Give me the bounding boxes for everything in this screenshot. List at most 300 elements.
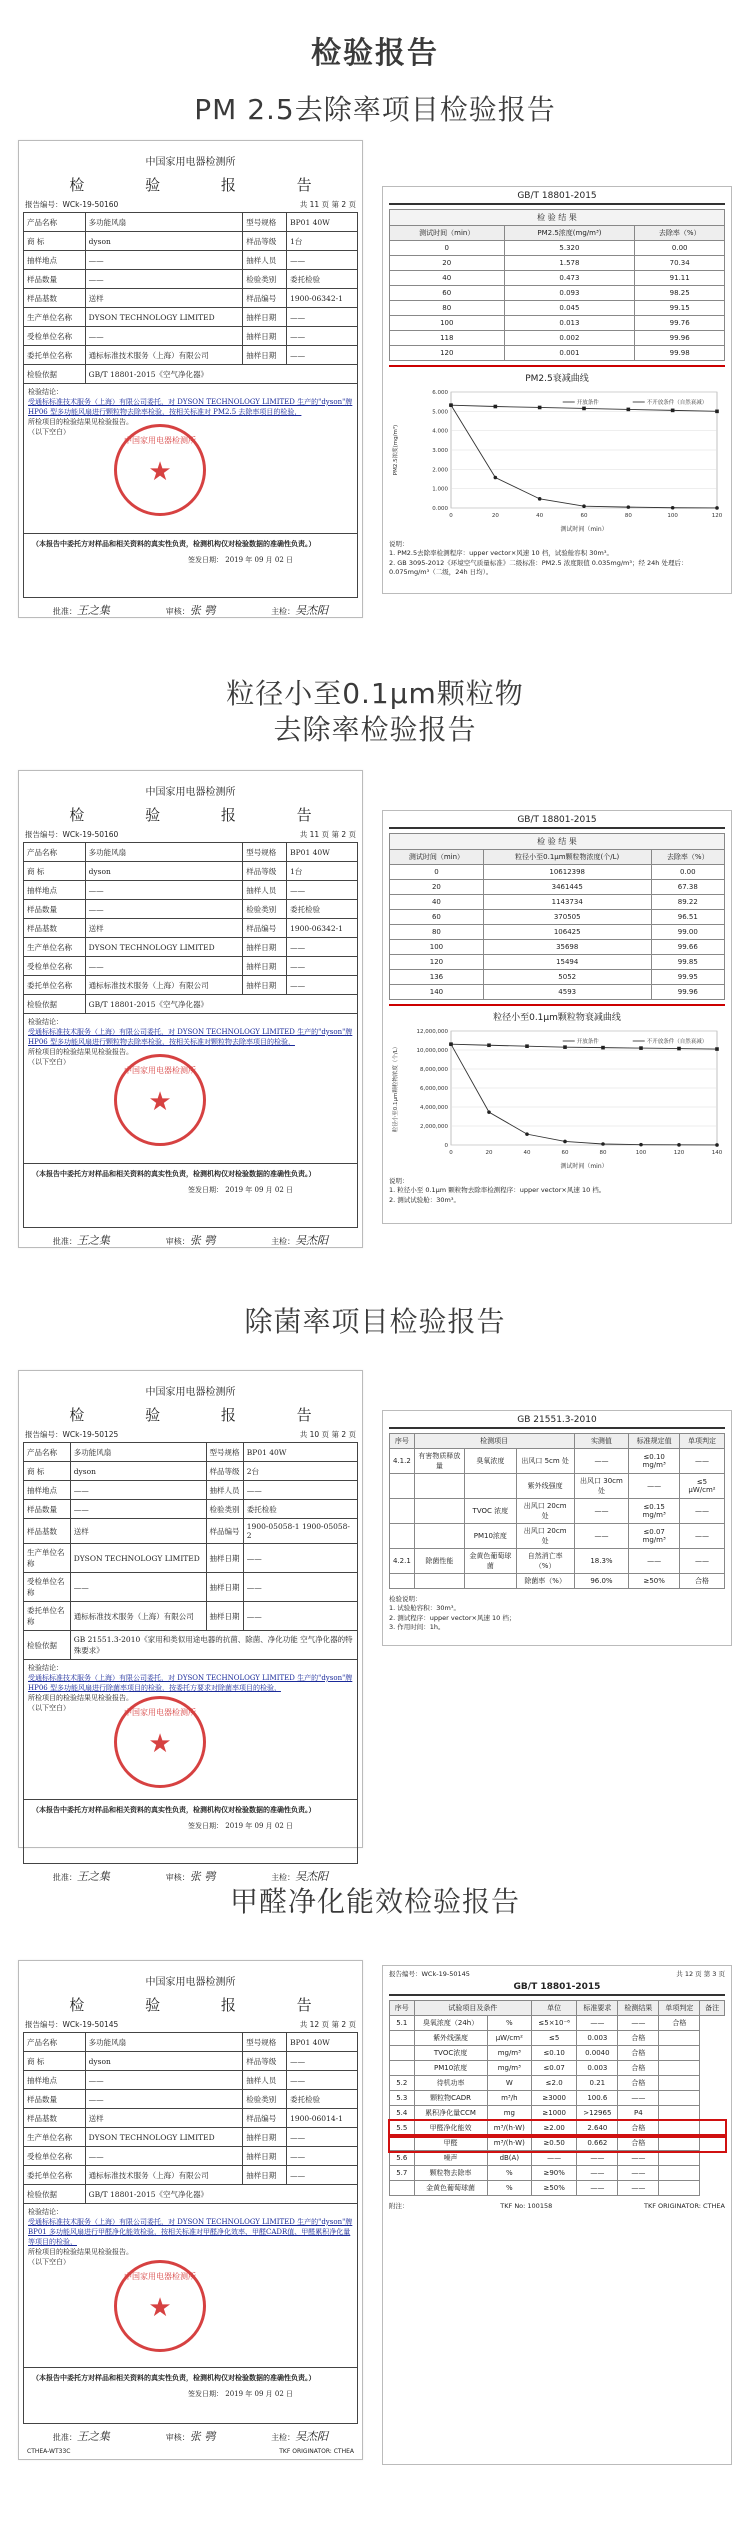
- formaldehyde-cell: m³/(h·W): [487, 2121, 532, 2136]
- table-row: [390, 346, 725, 361]
- note-line: TKF No: 100158: [500, 2202, 553, 2210]
- report-doc-1: 中国家用电器检测所 检 验 报 告 报告编号：WCk-19-50160 共 11 页 第 2 页 产品名称 多功能风扇 型号规格 BP01 40W 商 标 dyson 样品等级 1台 抽样地点 —— 抽样人员 —— 样品数量 —— 检验类别 委托检验 样品基数 送样 样品编号 1900-06342-1 生产单位名称 DYSON TECHNOLOGY LIMITED 抽样日期 —— 受检单位名称 —— 抽样日期 —— 委托单位名称 通标标准技术服务（上海）有限公司 抽样日期 —— 检验依据 GB/T 18801-2015《空气净化器》 检验结论： 受通标标准技术服务（上海）有限公司委托，对 DYSON TECHNOLOGY LIMITED 生产的"dyson"牌 HP06 型多功能风扇进行颗粒物去除率检验，按相关标准对 PM2.5 去除率项目的检验， 所检项目的检验结果见检验报告。 （以下空白） 中国家用电器检测所 ★ （本报告中委托方对样品和相关资料的真实性负责，检测机构仅对检验数据的准确性负责。） 签发日期： 2019 年 09 月 02 日 批准：王之集 审核：张 鹗 主检：吴杰阳: [18, 140, 363, 618]
- formaldehyde-cell: ≤0.07: [532, 2061, 577, 2076]
- pm25-cell: 98.25: [635, 286, 725, 301]
- bacteria-cell: 除菌性能: [414, 1549, 464, 1574]
- data-point: [487, 1043, 491, 1047]
- bacteria-cell: ——: [629, 1474, 680, 1499]
- bacteria-cell: ——: [679, 1549, 724, 1574]
- data-point: [449, 403, 453, 407]
- bacteria-cell: 紫外线强度: [516, 1474, 574, 1499]
- formaldehyde-cell: mg/m³: [487, 2061, 532, 2076]
- bacteria-cell: [414, 1574, 464, 1589]
- bacteria-cell: 出风口 20cm 处: [516, 1524, 574, 1549]
- formaldehyde-cell: W: [487, 2076, 532, 2091]
- formaldehyde-cell: ——: [618, 2151, 659, 2166]
- institute-name: 中国家用电器检测所: [145, 157, 236, 168]
- data-point: [525, 1044, 529, 1048]
- x-tick-label: 60: [580, 513, 588, 519]
- formaldehyde-cell: 甲醛净化能效: [414, 2121, 487, 2136]
- y-tick-label: 5.000: [432, 409, 448, 416]
- x-tick-label: 80: [599, 1150, 607, 1156]
- legend-label: 开放条件: [576, 1039, 599, 1045]
- data-point: [494, 476, 498, 480]
- note-line: 2. 测试试验舱：30m³。: [389, 1195, 460, 1204]
- formaldehyde-cell: 5.5: [390, 2121, 415, 2136]
- particle-cell: 99.00: [651, 925, 724, 940]
- formaldehyde-cell: [659, 2166, 700, 2181]
- formaldehyde-cell: 合格: [659, 2016, 700, 2031]
- y-tick-label: 4,000,000: [420, 1105, 448, 1111]
- particle-cell: 140: [390, 985, 484, 1000]
- report-doc-4: 中国家用电器检测所 检 验 报 告 报告编号：WCk-19-50145 共 12 页 第 2 页 产品名称 多功能风扇 型号规格 BP01 40W 商 标 dyson 样品等级 —— 抽样地点 —— 抽样人员 —— 样品数量 —— 检验类别 委托检验 样品基数 送样 样品编号 1900-06014-1 生产单位名称 DYSON TECHNOLOGY LIMITED 抽样日期 —— 受检单位名称 —— 抽样日期 —— 委托单位名称 通标标准技术服务（上海）有限公司 抽样日期 —— 检验依据 GB/T 18801-2015《空气净化器》 检验结论： 受通标标准技术服务（上海）有限公司委托，对 DYSON TECHNOLOGY LIMITED 生产的"dyson"牌 BP01 多功能风扇进行甲醛净化能效检验，按相关标准对甲醛净化效率、甲醛CADR值、甲醛累积净化量等项目的检验， 所检项目的检验结果见检验报告。 （以下空白） 中国家用电器检测所 ★ （本报告中委托方对样品和相关资料的真实性负责，检测机构仅对检验数据的准确性负责。） 签发日期： 2019 年 09 月 02 日 批准：王之集 审核：张 鹗 主检：吴杰阳 CTHEA-WT33C TKF ORIGINATOR: CTHEA: [18, 1960, 363, 2460]
- legend-label: 不开放条件（自然衰减）: [646, 400, 708, 406]
- bacteria-cell: 合格: [679, 1574, 724, 1589]
- formaldehyde-cell: mg: [487, 2106, 532, 2121]
- pm25-cell: 99.76: [635, 316, 725, 331]
- report-info-table: 产品名称 多功能风扇 型号规格 BP01 40W 商 标 dyson 样品等级 1台 抽样地点 —— 抽样人员 —— 样品数量 —— 检验类别 委托检验 样品基数 送样 样品编号 1900-06342-1 生产单位名称 DYSON TECHNOLOGY LIMITED 抽样日期 —— 受检单位名称 —— 抽样日期 —— 委托单位名称 通标标准技术服务（上海）有限公司 抽样日期 —— 检验依据 GB/T 18801-2015《空气净化器》: [23, 212, 358, 384]
- x-tick-label: 20: [485, 1150, 493, 1156]
- table-row: [390, 2091, 725, 2106]
- y-tick-label: 1.000: [432, 486, 448, 493]
- bacteria-cell: 4.2.1: [390, 1549, 415, 1574]
- formaldehyde-cell: [390, 2181, 415, 2196]
- note-line: 检验说明：: [389, 1595, 422, 1603]
- pm25-cell: 120: [390, 346, 505, 361]
- pm25-cell: 40: [390, 271, 505, 286]
- data-point: [627, 408, 631, 412]
- formaldehyde-cell: ——: [577, 2151, 618, 2166]
- formaldehyde-cell: ——: [618, 2091, 659, 2106]
- formaldehyde-cell: %: [487, 2166, 532, 2181]
- bacteria-cell: ——: [574, 1449, 629, 1474]
- note-line: TKF ORIGINATOR: CTHEA: [644, 2202, 725, 2210]
- data-point: [715, 1143, 719, 1147]
- formaldehyde-cell: ——: [577, 2016, 618, 2031]
- formaldehyde-cell: ≤2.0: [532, 2076, 577, 2091]
- bacteria-cell: ——: [679, 1499, 724, 1524]
- data-point: [677, 1143, 681, 1147]
- bacteria-cell: 除菌率（%）: [516, 1574, 574, 1589]
- x-tick-label: 40: [536, 513, 544, 519]
- panel-2-notes: [383, 1175, 731, 1207]
- section-4-title: 甲醛净化能效检验报告: [229, 1885, 520, 1918]
- data-point: [563, 1140, 567, 1144]
- chart-1-title: PM2.5衰减曲线: [525, 374, 589, 384]
- series-line: [451, 405, 717, 508]
- y-tick-label: 0: [444, 1143, 448, 1149]
- formaldehyde-cell: 甲醛: [414, 2136, 487, 2151]
- formaldehyde-cell: ≥2.00: [532, 2121, 577, 2136]
- table-row: [390, 2106, 725, 2121]
- particle-cell: 0.00: [651, 865, 724, 880]
- formaldehyde-cell: 噪声: [414, 2151, 487, 2166]
- particle-cell: 96.51: [651, 910, 724, 925]
- data-point: [563, 1045, 567, 1049]
- main-title: 检验报告: [311, 36, 439, 71]
- x-tick-label: 0: [449, 513, 453, 519]
- formaldehyde-cell: [390, 2046, 415, 2061]
- y-tick-label: 4.000: [432, 428, 448, 435]
- particle-cell: 80: [390, 925, 484, 940]
- formaldehyde-cell: [659, 2091, 700, 2106]
- formaldehyde-cell: [659, 2061, 700, 2076]
- formaldehyde-cell: 合格: [618, 2031, 659, 2046]
- particle-cell: 40: [390, 895, 484, 910]
- panel-4-footer: [383, 2200, 731, 2213]
- data-point: [715, 506, 719, 510]
- table-row: [390, 256, 725, 271]
- formaldehyde-cell: TVOC浓度: [414, 2046, 487, 2061]
- x-tick-label: 60: [561, 1150, 569, 1156]
- pm25-cell: 100: [390, 316, 505, 331]
- data-point: [494, 405, 498, 409]
- formaldehyde-cell: >12965: [577, 2106, 618, 2121]
- disclaimer: （本报告中委托方对样品和相关资料的真实性负责，检测机构仅对检验数据的准确性负责。）: [32, 539, 316, 548]
- data-point: [601, 1046, 605, 1050]
- formaldehyde-cell: m³/(h·W): [487, 2136, 532, 2151]
- section-3-title: 除菌率项目检验报告: [244, 1305, 506, 1338]
- table-row: [390, 1524, 725, 1549]
- formaldehyde-cell: 5.6: [390, 2151, 415, 2166]
- note-line: 说明：: [389, 1177, 409, 1185]
- data-point: [449, 1042, 453, 1046]
- y-tick-label: 12,000,000: [416, 1029, 448, 1035]
- table-row: [390, 1549, 725, 1574]
- x-tick-label: 80: [624, 513, 632, 519]
- official-seal: 中国家用电器检测所 ★: [114, 424, 206, 516]
- formaldehyde-cell: %: [487, 2181, 532, 2196]
- note-line: 2. GB 3095-2012《环境空气质量标准》二级标准：PM2.5 浓度限值 0.035mg/m³；经 24h 处理后：0.075mg/m³（二级，24h 日均）。: [389, 558, 688, 577]
- bacteria-cell: [390, 1474, 415, 1499]
- table-row: [390, 880, 725, 895]
- particle-decay-chart: [389, 1023, 727, 1171]
- bacteria-cell: 自然消亡率（%）: [516, 1549, 574, 1574]
- bacteria-cell: ≥50%: [629, 1574, 680, 1589]
- formaldehyde-cell: P4: [618, 2106, 659, 2121]
- bacteria-cell: 金黄色葡萄球菌: [464, 1549, 516, 1574]
- report-info-table: 产品名称 多功能风扇 型号规格 BP01 40W 商 标 dyson 样品等级 —— 抽样地点 —— 抽样人员 —— 样品数量 —— 检验类别 委托检验 样品基数 送样 样品编号 1900-06014-1 生产单位名称 DYSON TECHNOLOGY LIMITED 抽样日期 —— 受检单位名称 —— 抽样日期 —— 委托单位名称 通标标准技术服务（上海）有限公司 抽样日期 —— 检验依据 GB/T 18801-2015《空气净化器》: [23, 2032, 358, 2204]
- formaldehyde-cell: 待机功率: [414, 2076, 487, 2091]
- x-tick-label: 120: [711, 513, 723, 519]
- formaldehyde-cell: 5.3: [390, 2091, 415, 2106]
- pm25-cell: 80: [390, 301, 505, 316]
- formaldehyde-cell: [659, 2106, 700, 2121]
- pm25-cell: 99.15: [635, 301, 725, 316]
- formaldehyde-cell: 紫外线强度: [414, 2031, 487, 2046]
- table-row: [390, 1574, 725, 1589]
- particle-cell: 5052: [483, 970, 651, 985]
- particle-cell: 67.38: [651, 880, 724, 895]
- report-info-table: 产品名称 多功能风扇 型号规格 BP01 40W 商 标 dyson 样品等级 2台 抽样地点 —— 抽样人员 —— 样品数量 —— 检验类别 委托检验 样品基数 送样 样品编号 1900-05058-1 1900-05058-2 生产单位名称 DYSON TECHNOLOGY LIMITED 抽样日期 —— 受检单位名称 —— 抽样日期 —— 委托单位名称 通标标准技术服务（上海）有限公司 抽样日期 —— 检验依据 GB 21551.3-2010《家用和类似用途电器的抗菌、除菌、净化功能 空气净化器的特殊要求》: [23, 1442, 358, 1660]
- y-tick-label: 6.000: [432, 390, 448, 396]
- note-line: 1. 试验舱容积：30m³。: [389, 1604, 460, 1613]
- particle-cell: 20: [390, 880, 484, 895]
- report-info-table: 产品名称 多功能风扇 型号规格 BP01 40W 商 标 dyson 样品等级 1台 抽样地点 —— 抽样人员 —— 样品数量 —— 检验类别 委托检验 样品基数 送样 样品编号 1900-06342-1 生产单位名称 DYSON TECHNOLOGY LIMITED 抽样日期 —— 受检单位名称 —— 抽样日期 —— 委托单位名称 通标标准技术服务（上海）有限公司 抽样日期 —— 检验依据 GB/T 18801-2015《空气净化器》: [23, 842, 358, 1014]
- formaldehyde-cell: ——: [577, 2166, 618, 2181]
- data-point: [525, 1132, 529, 1136]
- formaldehyde-cell: PM10浓度: [414, 2061, 487, 2076]
- table-row: [390, 301, 725, 316]
- data-point: [538, 497, 542, 501]
- formaldehyde-cell: m³/h: [487, 2091, 532, 2106]
- particle-cell: 89.22: [651, 895, 724, 910]
- table-row: [390, 895, 725, 910]
- formaldehyde-cell: 合格: [618, 2046, 659, 2061]
- pm25-cell: 91.11: [635, 271, 725, 286]
- particle-cell: 15494: [483, 955, 651, 970]
- bacteria-cell: PM10浓度: [464, 1524, 516, 1549]
- bacteria-cell: [414, 1474, 464, 1499]
- particle-cell: 10612398: [483, 865, 651, 880]
- note-line: 说明：: [389, 540, 409, 548]
- formaldehyde-cell: 累积净化量CCM: [414, 2106, 487, 2121]
- bacteria-cell: [464, 1574, 516, 1589]
- bacteria-cell: 18.3%: [574, 1549, 629, 1574]
- table-row: [390, 2151, 725, 2166]
- y-tick-label: 2.000: [432, 467, 448, 474]
- legend-label: 不开放条件（自然衰减）: [646, 1039, 708, 1045]
- particle-cell: 4593: [483, 985, 651, 1000]
- table-row: [390, 940, 725, 955]
- table-row: [390, 2181, 725, 2196]
- bacteria-cell: [414, 1524, 464, 1549]
- particle-results-table: 检 验 结 果 测试时间（min） 粒径小至0.1μm颗粒物浓度(个/L) 去除率（%） 0 10612398 0.00 20 3461445 67.38 40 1143734 89.22 60 370505 96.51 80 106425 99.00 100 35698 99.66 120 15494 99.85 136 5052 99.95 140 4593 99.96: [389, 833, 725, 1000]
- pm25-cell: 0.002: [504, 331, 635, 346]
- pm25-cell: 20: [390, 256, 505, 271]
- formaldehyde-cell: [659, 2136, 700, 2151]
- x-tick-label: 40: [523, 1150, 531, 1156]
- data-point: [715, 410, 719, 414]
- particle-cell: 136: [390, 970, 484, 985]
- particle-cell: 60: [390, 910, 484, 925]
- y-tick-label: 10,000,000: [416, 1048, 448, 1054]
- table-row: [390, 970, 725, 985]
- table-row: [390, 331, 725, 346]
- official-seal: 中国家用电器检测所 ★: [114, 2260, 206, 2352]
- y-tick-label: 2,000,000: [420, 1124, 448, 1130]
- x-tick-label: 20: [491, 513, 499, 519]
- pm25-cell: 0.093: [504, 286, 635, 301]
- bacteria-cell: ——: [679, 1524, 724, 1549]
- formaldehyde-cell: 0.003: [577, 2061, 618, 2076]
- bacteria-cell: 出风口 5cm 处: [516, 1449, 574, 1474]
- official-seal: 中国家用电器检测所 ★: [114, 1696, 206, 1788]
- note-line: 附注：: [389, 2202, 409, 2210]
- formaldehyde-cell: 臭氧浓度（24h）: [414, 2016, 487, 2031]
- particle-cell: 1143734: [483, 895, 651, 910]
- bacteria-cell: ≤0.15 mg/m³: [629, 1499, 680, 1524]
- bacteria-cell: 96.0%: [574, 1574, 629, 1589]
- formaldehyde-cell: [659, 2076, 700, 2091]
- table-row: [390, 955, 725, 970]
- legend-label: 开放条件: [576, 400, 599, 406]
- table-row: [390, 985, 725, 1000]
- particle-cell: 99.95: [651, 970, 724, 985]
- table-row: [390, 2136, 725, 2151]
- bacteria-cell: ——: [629, 1549, 680, 1574]
- note-line: 2. 测试程序：upper vector×风速 10 档；: [389, 1613, 516, 1622]
- formaldehyde-cell: [659, 2031, 700, 2046]
- table-row: [390, 241, 725, 256]
- formaldehyde-cell: 100.6: [577, 2091, 618, 2106]
- formaldehyde-cell: ≤5: [532, 2031, 577, 2046]
- formaldehyde-cell: 0.0040: [577, 2046, 618, 2061]
- formaldehyde-cell: 5.1: [390, 2016, 415, 2031]
- table-row: [390, 1474, 725, 1499]
- table-row: [390, 925, 725, 940]
- data-point: [677, 1047, 681, 1051]
- x-tick-label: 120: [673, 1150, 685, 1156]
- pm25-decay-chart: [389, 384, 727, 534]
- formaldehyde-cell: [390, 2031, 415, 2046]
- particle-cell: 106425: [483, 925, 651, 940]
- bacteria-cell: 出风口 20cm 处: [516, 1499, 574, 1524]
- bacteria-cell: [390, 1499, 415, 1524]
- result-panel-4: 报告编号：WCk-19-50145 共 12 页 第 3 页 GB/T 18801-2015 序号 试验项目及条件 单位 标准要求 检测结果 单项判定 备注 5.1 臭氧浓度（24h） % ≤5×10⁻⁶ —— —— 合格 紫外线强度 μW/cm² ≤5 0.003 合格 TVOC浓度 mg/m³ ≤0.10 0.0040 合格 PM10浓度 mg/m³ ≤0.07 0.003 合格 5.2 待机功率 W ≤2.0 0.21 合格 5.3 颗粒物CADR m³/h ≥3000 100.6 —— 5.4 累积净化量CCM mg ≥1000 >12965 P4 5.5 甲醛净化能效 m³/(h·W) ≥2.00 2.640 合格 甲醛 m³/(h·W) ≥0.50 0.662 合格 5.6 噪声 dB(A) —— —— —— 5.7 颗粒物去除率 % ≥90% —— —— 金黄色葡萄球菌 % ≥50% —— —— 附注： TKF No: 100158 TKF ORIGINATOR: CTHEA: [382, 1965, 732, 2465]
- formaldehyde-results-table: 序号 试验项目及条件 单位 标准要求 检测结果 单项判定 备注 5.1 臭氧浓度（24h） % ≤5×10⁻⁶ —— —— 合格 紫外线强度 μW/cm² ≤5 0.003 合格 TVOC浓度 mg/m³ ≤0.10 0.0040 合格 PM10浓度 mg/m³ ≤0.07 0.003 合格 5.2 待机功率 W ≤2.0 0.21 合格 5.3 颗粒物CADR m³/h ≥3000 100.6 —— 5.4 累积净化量CCM mg ≥1000 >12965 P4 5.5 甲醛净化能效 m³/(h·W) ≥2.00 2.640 合格 甲醛 m³/(h·W) ≥0.50 0.662 合格 5.6 噪声 dB(A) —— —— —— 5.7 颗粒物去除率 % ≥90% —— —— 金黄色葡萄球菌 % ≥50% —— ——: [389, 2000, 725, 2196]
- y-tick-label: 6,000,000: [420, 1086, 448, 1092]
- data-point: [601, 1142, 605, 1146]
- pm25-cell: 1.578: [504, 256, 635, 271]
- table-row: [390, 271, 725, 286]
- formaldehyde-cell: 合格: [618, 2076, 659, 2091]
- section-2-title-line1: 粒径小至0.1μm颗粒物: [226, 677, 524, 710]
- table-row: [390, 1499, 725, 1524]
- result-panel-2: GB/T 18801-2015 检 验 结 果 测试时间（min） 粒径小至0.1μm颗粒物浓度(个/L) 去除率（%） 0 10612398 0.00 20 3461445 67.38 40 1143734 89.22 60 370505 96.51 80 106425 99.00 100 35698 99.66 120 15494 99.85 136 5052 99.95 140 4593 99.96 粒径小至0.1μm颗粒物衰减曲线 0 2,000,000 4,000,000 6,000,000 8,000,000 10,000,000 12,000,000 0 20 40 60 80 100 120 140 测试时间（min） 粒径小至0.1μm颗粒物浓度（个/L） 开放条件 不开放条件（自然衰减） 说明： 1. 粒径小至 0.1μm 颗粒物去除率检测程序：upper vector×风速 10 档。 2. 测试试验舱：30m³。: [382, 810, 732, 1224]
- formaldehyde-cell: 金黄色葡萄球菌: [414, 2181, 487, 2196]
- formaldehyde-cell: 颗粒物去除率: [414, 2166, 487, 2181]
- formaldehyde-cell: 5.2: [390, 2076, 415, 2091]
- pm25-cell: 99.96: [635, 331, 725, 346]
- series-line: [451, 1044, 717, 1145]
- formaldehyde-cell: 颗粒物CADR: [414, 2091, 487, 2106]
- data-point: [671, 506, 675, 510]
- formaldehyde-cell: [659, 2046, 700, 2061]
- report-number: 报告编号：WCk-19-50160: [25, 200, 119, 209]
- formaldehyde-cell: 0.003: [577, 2031, 618, 2046]
- formaldehyde-cell: ≥1000: [532, 2106, 577, 2121]
- x-axis-label: 测试时间（min）: [560, 526, 608, 533]
- table-row: [390, 2076, 725, 2091]
- report-title: 检 验 报 告: [69, 176, 340, 194]
- formaldehyde-cell: ——: [532, 2151, 577, 2166]
- section-2-title-line2: 去除率检验报告: [273, 713, 477, 746]
- pm25-cell: 5.320: [504, 241, 635, 256]
- bacteria-cell: 出风口 30cm 处: [574, 1474, 629, 1499]
- bacteria-cell: [414, 1499, 464, 1524]
- table-row: [390, 316, 725, 331]
- formaldehyde-cell: 合格: [618, 2136, 659, 2151]
- pm25-cell: 0.473: [504, 271, 635, 286]
- formaldehyde-cell: 5.7: [390, 2166, 415, 2181]
- y-tick-label: 3.000: [432, 448, 448, 454]
- doc-4-footer: CTHEA-WT33C TKF ORIGINATOR: CTHEA: [27, 2448, 354, 2455]
- particle-cell: 99.96: [651, 985, 724, 1000]
- formaldehyde-cell: [659, 2151, 700, 2166]
- issue-date: 签发日期： 2019 年 09 月 02 日: [188, 556, 293, 564]
- data-point: [582, 407, 586, 411]
- bacteria-cell: [390, 1574, 415, 1589]
- formaldehyde-cell: μW/cm²: [487, 2031, 532, 2046]
- particle-cell: 370505: [483, 910, 651, 925]
- pm25-cell: 70.34: [635, 256, 725, 271]
- pm25-cell: 0.00: [635, 241, 725, 256]
- x-axis-label: 测试时间（min）: [560, 1163, 608, 1170]
- bacteria-cell: ——: [574, 1524, 629, 1549]
- formaldehyde-cell: mg/m³: [487, 2046, 532, 2061]
- table-row: [390, 2031, 725, 2046]
- formaldehyde-cell: [659, 2121, 700, 2136]
- particle-cell: 100: [390, 940, 484, 955]
- table-row: [390, 865, 725, 880]
- bacteria-cell: ——: [574, 1499, 629, 1524]
- data-point: [582, 504, 586, 508]
- pm25-cell: 0.013: [504, 316, 635, 331]
- pm25-cell: 0: [390, 241, 505, 256]
- pm25-cell: 0.001: [504, 346, 635, 361]
- formaldehyde-cell: [390, 2061, 415, 2076]
- particle-cell: 35698: [483, 940, 651, 955]
- report-doc-3: 中国家用电器检测所 检 验 报 告 报告编号：WCk-19-50125 共 10 页 第 2 页 产品名称 多功能风扇 型号规格 BP01 40W 商 标 dyson 样品等级 2台 抽样地点 —— 抽样人员 —— 样品数量 —— 检验类别 委托检验 样品基数 送样 样品编号 1900-05058-1 1900-05058-2 生产单位名称 DYSON TECHNOLOGY LIMITED 抽样日期 —— 受检单位名称 —— 抽样日期 —— 委托单位名称 通标标准技术服务（上海）有限公司 抽样日期 —— 检验依据 GB 21551.3-2010《家用和类似用途电器的抗菌、除菌、净化功能 空气净化器的特殊要求》 检验结论： 受通标标准技术服务（上海）有限公司委托，对 DYSON TECHNOLOGY LIMITED 生产的"dyson"牌 HP06 型多功能风扇进行除菌率项目的检验，按委托方要求对除菌率项目的检验， 所检项目的检验结果见检验报告。 （以下空白） 中国家用电器检测所 ★ （本报告中委托方对样品和相关资料的真实性负责，检测机构仅对检验数据的准确性负责。） 签发日期： 2019 年 09 月 02 日 批准：王之集 审核：张 鹗 主检：吴杰阳: [18, 1370, 363, 1848]
- panel-1-notes: [383, 538, 731, 580]
- data-point: [538, 406, 542, 410]
- section-1-title: PM 2.5去除率项目检验报告: [194, 93, 556, 126]
- table-row: [390, 910, 725, 925]
- particle-cell: 99.85: [651, 955, 724, 970]
- formaldehyde-cell: 0.21: [577, 2076, 618, 2091]
- result-panel-1: [382, 186, 732, 594]
- formaldehyde-cell: ≤0.10: [532, 2046, 577, 2061]
- formaldehyde-cell: ≤5×10⁻⁶: [532, 2016, 577, 2031]
- table-row: [390, 2121, 725, 2136]
- table-row: [390, 1449, 725, 1474]
- y-tick-label: 8,000,000: [420, 1067, 448, 1073]
- data-point: [671, 409, 675, 413]
- formaldehyde-cell: 0.662: [577, 2136, 618, 2151]
- bacteria-cell: ≤0.10 mg/m³: [629, 1449, 680, 1474]
- data-point: [639, 1046, 643, 1050]
- x-tick-label: 140: [711, 1150, 723, 1156]
- formaldehyde-cell: 合格: [618, 2121, 659, 2136]
- x-tick-label: 100: [667, 513, 678, 519]
- standard-title: GB/T 18801-2015: [389, 191, 725, 205]
- formaldehyde-cell: ——: [577, 2181, 618, 2196]
- signatures: 批准：王之集 审核：张 鹗 主检：吴杰阳: [52, 1234, 329, 1247]
- y-axis-label: 粒径小至0.1μm颗粒物浓度（个/L）: [393, 1043, 399, 1133]
- report-doc-2: 中国家用电器检测所 检 验 报 告 报告编号：WCk-19-50160 共 11 页 第 2 页 产品名称 多功能风扇 型号规格 BP01 40W 商 标 dyson 样品等级 1台 抽样地点 —— 抽样人员 —— 样品数量 —— 检验类别 委托检验 样品基数 送样 样品编号 1900-06342-1 生产单位名称 DYSON TECHNOLOGY LIMITED 抽样日期 —— 受检单位名称 —— 抽样日期 —— 委托单位名称 通标标准技术服务（上海）有限公司 抽样日期 —— 检验依据 GB/T 18801-2015《空气净化器》 检验结论： 受通标标准技术服务（上海）有限公司委托，对 DYSON TECHNOLOGY LIMITED 生产的"dyson"牌 HP06 型多功能风扇进行颗粒物去除率检验，按相关标准对颗粒物去除率项目的检验， 所检项目的检验结果见检验报告。 （以下空白） 中国家用电器检测所 ★ （本报告中委托方对样品和相关资料的真实性负责，检测机构仅对检验数据的准确性负责。） 签发日期： 2019 年 09 月 02 日 批准：王之集 审核：张 鹗 主检：吴杰阳: [18, 770, 363, 1248]
- table-row: [390, 2046, 725, 2061]
- note-line: 1. PM2.5去除率检测程序：upper vector×风速 10 档，试验舱容积 30m³。: [389, 549, 613, 558]
- formaldehyde-cell: dB(A): [487, 2151, 532, 2166]
- formaldehyde-cell: ——: [618, 2016, 659, 2031]
- official-seal: 中国家用电器检测所 ★: [114, 1054, 206, 1146]
- y-tick-label: 0.000: [432, 506, 448, 512]
- bacteria-cell: ≤5 μW/cm²: [679, 1474, 724, 1499]
- x-tick-label: 0: [449, 1150, 453, 1156]
- data-point: [715, 1047, 719, 1051]
- formaldehyde-cell: ≥90%: [532, 2166, 577, 2181]
- chart-2-title: 粒径小至0.1μm颗粒物衰减曲线: [493, 1013, 621, 1023]
- x-tick-label: 100: [635, 1150, 647, 1156]
- y-axis-label: PM2.5浓度(mg/m³): [393, 424, 399, 476]
- bacteria-cell: 4.1.2: [390, 1449, 415, 1474]
- pm25-cell: 60: [390, 286, 505, 301]
- formaldehyde-cell: %: [487, 2016, 532, 2031]
- pm25-cell: 118: [390, 331, 505, 346]
- particle-cell: 99.66: [651, 940, 724, 955]
- pm25-cell: 0.045: [504, 301, 635, 316]
